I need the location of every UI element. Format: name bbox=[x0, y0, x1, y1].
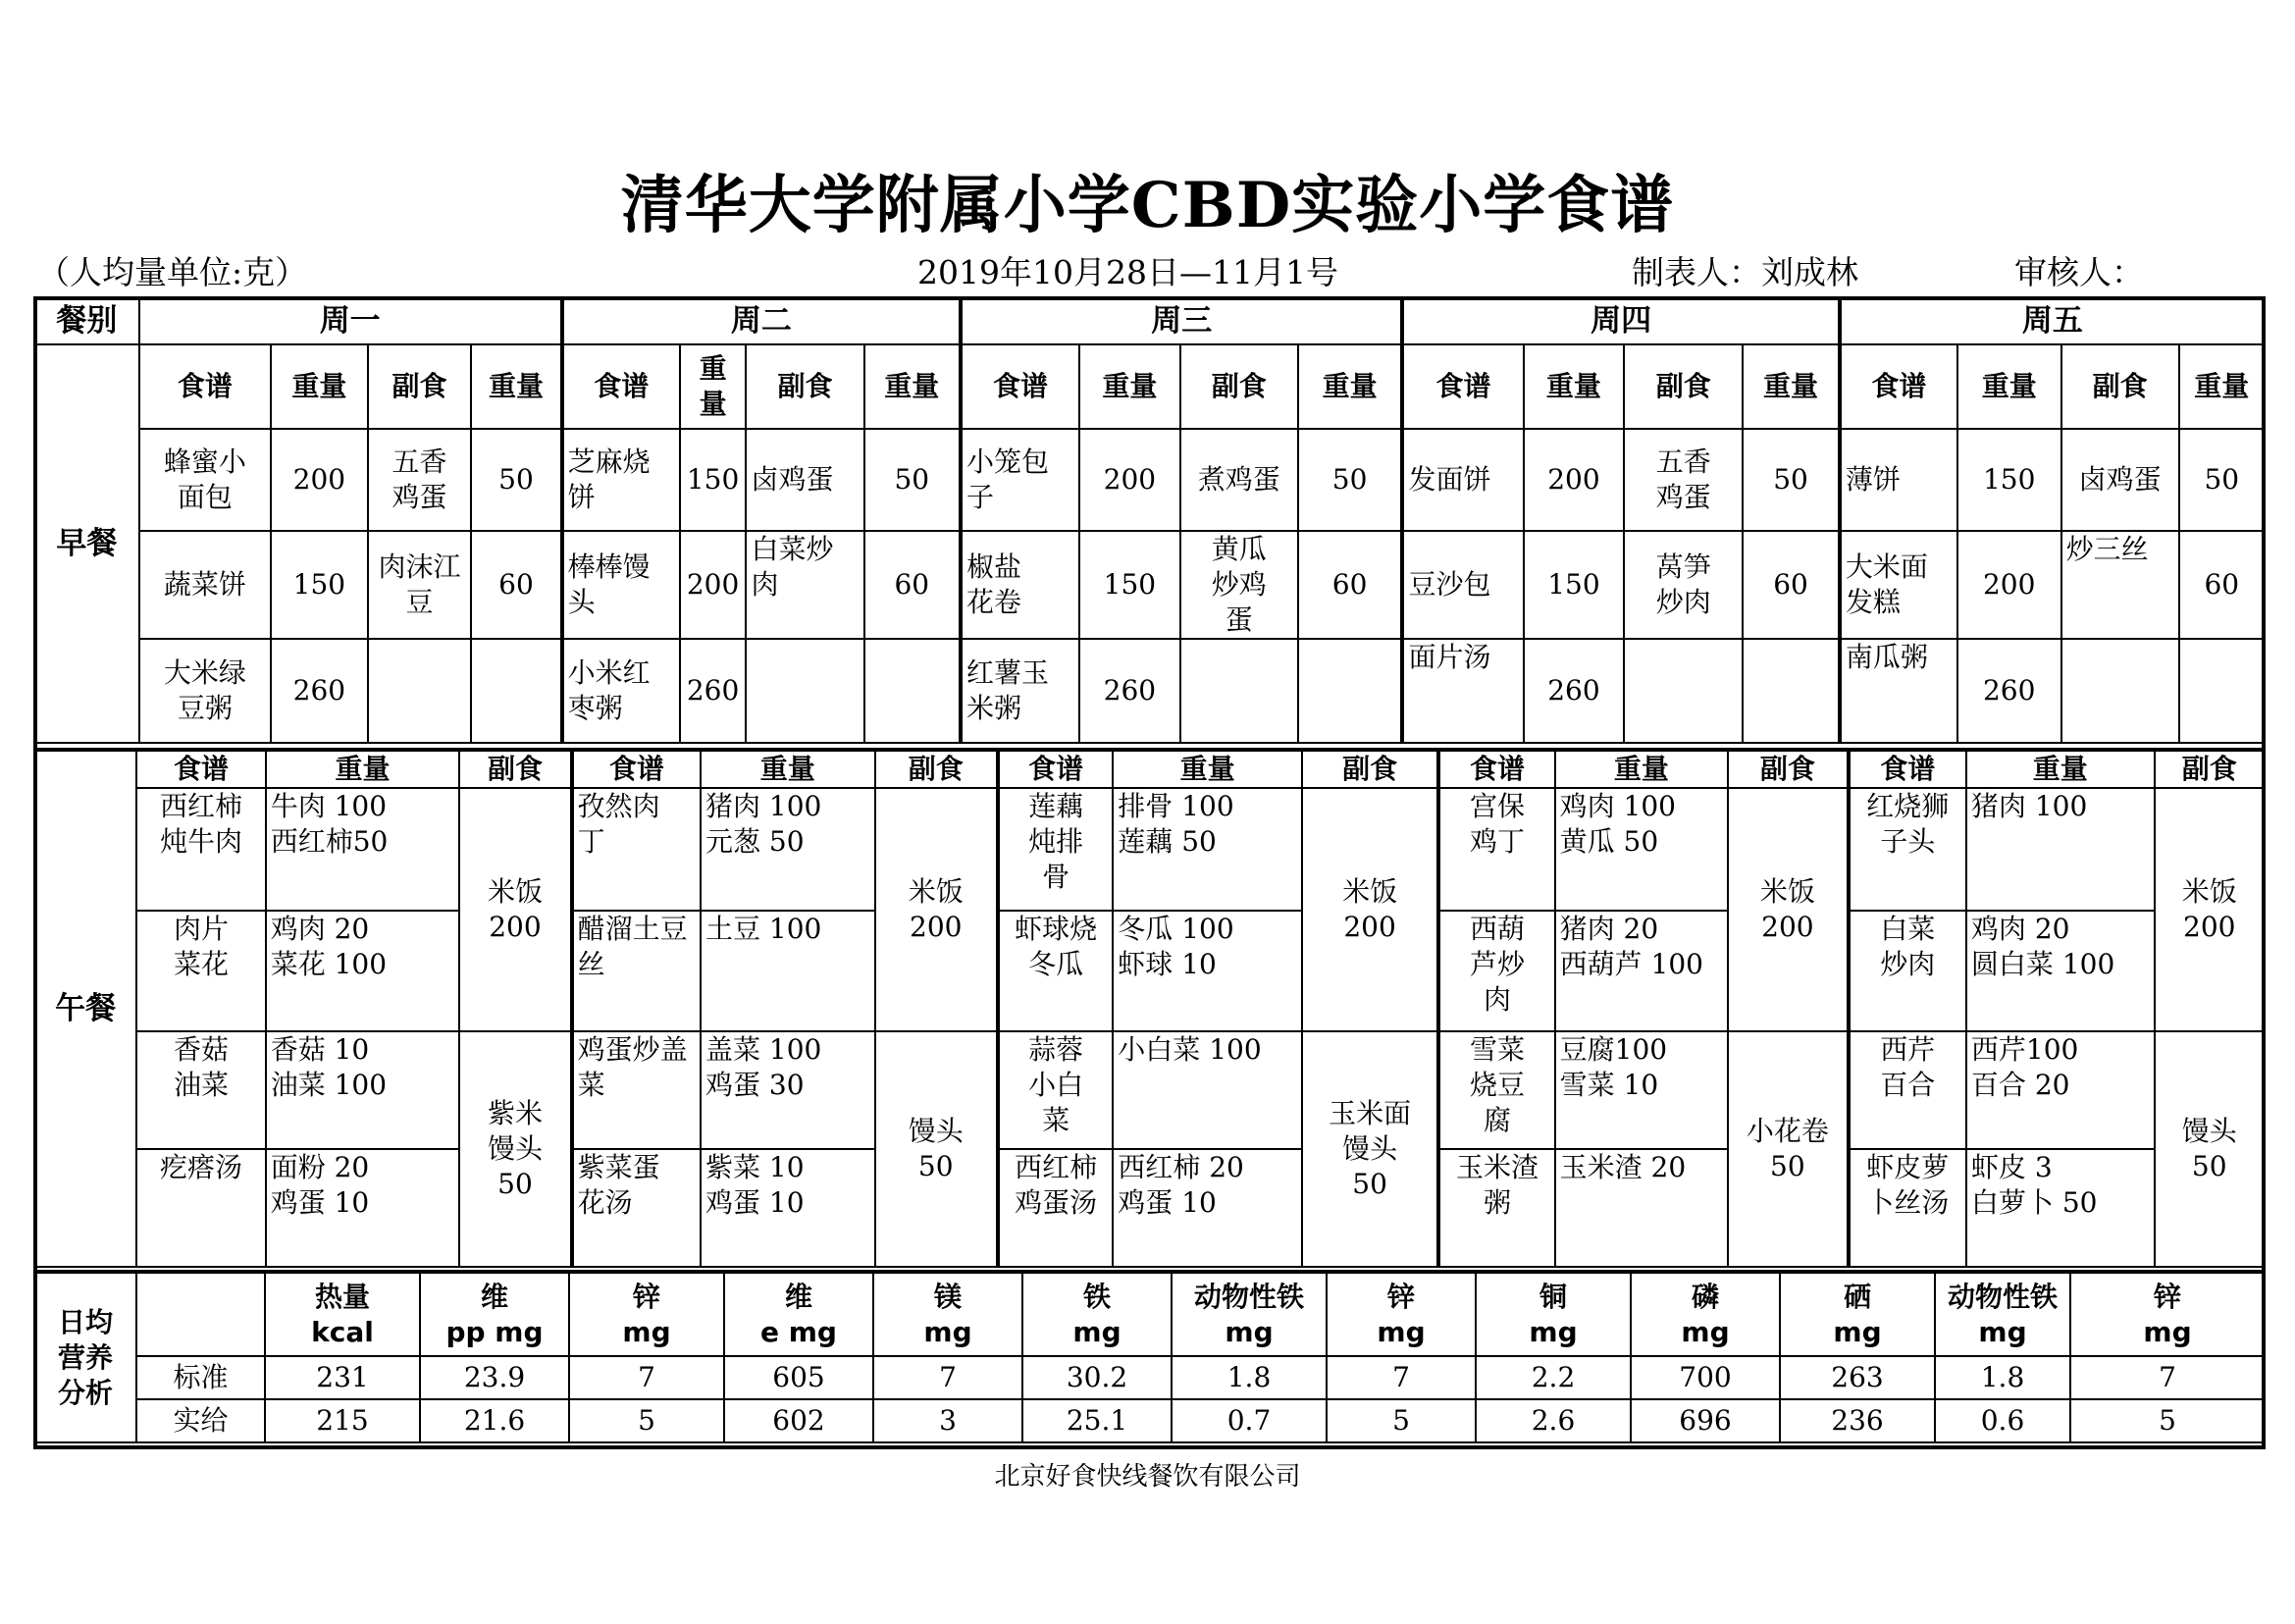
side-weight-header: 重量 bbox=[1298, 344, 1403, 429]
lunch-side: 玉米面 馒头 50 bbox=[1302, 1031, 1438, 1267]
lunch-recipe-header: 食谱 bbox=[136, 750, 265, 788]
side-weight-header: 重量 bbox=[864, 344, 962, 429]
nutrition-value: 7 bbox=[2070, 1356, 2265, 1399]
weight-header: 重 量 bbox=[680, 344, 747, 429]
breakfast-weight: 260 bbox=[1524, 639, 1625, 743]
lunch-weight: 小白菜 100 bbox=[1113, 1031, 1302, 1149]
lunch-recipe: 宫保 鸡丁 bbox=[1438, 788, 1554, 911]
breakfast-recipe: 蜂蜜小 面包 bbox=[139, 429, 271, 531]
nutrient-unit: mg bbox=[1225, 1315, 1274, 1348]
lunch-recipe-header: 食谱 bbox=[572, 750, 701, 788]
breakfast-recipe: 蔬菜饼 bbox=[139, 531, 271, 639]
breakfast-side: 卤鸡蛋 bbox=[746, 429, 863, 531]
nutrition-value: 30.2 bbox=[1022, 1356, 1172, 1399]
company-footer: 北京好食快线餐饮有限公司 bbox=[994, 1462, 1301, 1492]
nutrient-unit: mg bbox=[1529, 1315, 1578, 1348]
lunch-side: 小花卷 50 bbox=[1728, 1031, 1848, 1267]
nutrition-value: 602 bbox=[724, 1399, 873, 1442]
nutrition-row-label: 实给 bbox=[136, 1399, 265, 1442]
lunch-weight: 牛肉 100 西红柿50 bbox=[266, 788, 460, 911]
breakfast-weight: 150 bbox=[1079, 531, 1180, 639]
breakfast-side-weight: 50 bbox=[2179, 429, 2265, 531]
weight-header: 重量 bbox=[1524, 344, 1625, 429]
breakfast-recipe: 椒盐 花卷 bbox=[961, 531, 1079, 639]
lunch-side-header: 副食 bbox=[2155, 750, 2266, 788]
nutrient-name: 锌 bbox=[632, 1280, 660, 1313]
breakfast-side: 五香 鸡蛋 bbox=[1624, 429, 1743, 531]
breakfast-side: 肉沫江 豆 bbox=[368, 531, 472, 639]
lunch-weight: 排骨 100 莲藕 50 bbox=[1113, 788, 1302, 911]
side-header: 副食 bbox=[368, 344, 472, 429]
breakfast-weight: 150 bbox=[1957, 429, 2061, 531]
breakfast-side-weight: 60 bbox=[864, 531, 962, 639]
lunch-recipe: 西芹 百合 bbox=[1849, 1031, 1966, 1149]
lunch-weight: 鸡肉 20 菜花 100 bbox=[266, 911, 460, 1031]
nutrient-unit: mg bbox=[1681, 1315, 1730, 1348]
nutrient-name: 硒 bbox=[1843, 1280, 1871, 1313]
side-weight-header: 重量 bbox=[2179, 344, 2265, 429]
lunch-weight: 土豆 100 bbox=[701, 911, 875, 1031]
breakfast-recipe: 发面饼 bbox=[1402, 429, 1523, 531]
maker: 制表人：刘成林 bbox=[1632, 253, 1858, 291]
lunch-weight: 虾皮 3 白萝卜 50 bbox=[1966, 1149, 2155, 1267]
recipe-header: 食谱 bbox=[562, 344, 680, 429]
nutrient-name: 动物性铁 bbox=[1193, 1280, 1304, 1313]
lunch-recipe: 莲藕 炖排 骨 bbox=[998, 788, 1113, 911]
breakfast-recipe: 芝麻烧 饼 bbox=[562, 429, 680, 531]
breakfast-side-weight: 50 bbox=[1298, 429, 1403, 531]
breakfast-weight: 260 bbox=[1079, 639, 1180, 743]
lunch-label: 午餐 bbox=[34, 750, 136, 1267]
breakfast-side: 五香 鸡蛋 bbox=[368, 429, 472, 531]
nutrient-unit: mg bbox=[1833, 1315, 1882, 1348]
breakfast-weight: 200 bbox=[680, 531, 747, 639]
nutrition-value: 2.2 bbox=[1476, 1356, 1631, 1399]
nutrient-unit: mg bbox=[1072, 1315, 1121, 1348]
day-header-3: 周三 bbox=[961, 297, 1402, 344]
nutrient-name: 磷 bbox=[1691, 1280, 1719, 1313]
nutrient-name: 维 bbox=[784, 1280, 812, 1313]
breakfast-weight: 150 bbox=[271, 531, 368, 639]
nutrient-unit: pp mg bbox=[445, 1315, 544, 1348]
lunch-weight: 西红柿 20 鸡蛋 10 bbox=[1113, 1149, 1302, 1267]
nutrition-value: 5 bbox=[2070, 1399, 2265, 1442]
lunch-weight-header: 重量 bbox=[1966, 750, 2155, 788]
breakfast-side: 黄瓜 炒鸡 蛋 bbox=[1180, 531, 1298, 639]
nutrient-name: 动物性铁 bbox=[1947, 1280, 2058, 1313]
breakfast-recipe: 南瓜粥 bbox=[1840, 639, 1957, 743]
nutrition-value: 7 bbox=[1327, 1356, 1476, 1399]
breakfast-side-weight: 50 bbox=[864, 429, 962, 531]
breakfast-recipe: 大米绿 豆粥 bbox=[139, 639, 271, 743]
lunch-weight: 猪肉 20 西葫芦 100 bbox=[1555, 911, 1729, 1031]
nutrition-value: 3 bbox=[873, 1399, 1022, 1442]
nutrition-value: 0.7 bbox=[1172, 1399, 1327, 1442]
breakfast-side: 煮鸡蛋 bbox=[1180, 429, 1298, 531]
nutrition-value: 5 bbox=[1327, 1399, 1476, 1442]
nutrition-value: 605 bbox=[724, 1356, 873, 1399]
reviewer: 审核人： bbox=[2014, 253, 2144, 291]
lunch-weight: 猪肉 100 bbox=[1966, 788, 2155, 911]
lunch-weight-header: 重量 bbox=[1113, 750, 1302, 788]
date-range: 2019年10月28日—11月1号 bbox=[917, 253, 1338, 291]
lunch-recipe: 红烧狮 子头 bbox=[1849, 788, 1966, 911]
lunch-recipe: 雪菜 烧豆 腐 bbox=[1438, 1031, 1554, 1149]
lunch-recipe: 蒜蓉 小白 菜 bbox=[998, 1031, 1113, 1149]
side-header: 副食 bbox=[746, 344, 863, 429]
lunch-recipe: 鸡蛋炒盖 菜 bbox=[572, 1031, 701, 1149]
lunch-side: 米饭 200 bbox=[2155, 788, 2266, 1031]
breakfast-weight: 200 bbox=[1524, 429, 1625, 531]
nutrition-label: 日均 营养 分析 bbox=[34, 1272, 136, 1442]
nutrition-value: 21.6 bbox=[420, 1399, 569, 1442]
breakfast-recipe: 小米红 枣粥 bbox=[562, 639, 680, 743]
lunch-weight: 面粉 20 鸡蛋 10 bbox=[266, 1149, 460, 1267]
breakfast-label: 早餐 bbox=[34, 344, 139, 743]
breakfast-side-weight: 50 bbox=[1743, 429, 1840, 531]
side-weight-header: 重量 bbox=[1743, 344, 1840, 429]
meal-type-header: 餐别 bbox=[34, 297, 139, 344]
nutrition-value: 236 bbox=[1780, 1399, 1935, 1442]
lunch-weight: 冬瓜 100 虾球 10 bbox=[1113, 911, 1302, 1031]
lunch-recipe: 西红柿 鸡蛋汤 bbox=[998, 1149, 1113, 1267]
lunch-recipe: 紫菜蛋 花汤 bbox=[572, 1149, 701, 1267]
lunch-weight: 紫菜 10 鸡蛋 10 bbox=[701, 1149, 875, 1267]
nutrition-value: 696 bbox=[1631, 1399, 1780, 1442]
lunch-recipe: 孜然肉 丁 bbox=[572, 788, 701, 911]
breakfast-side-weight: 50 bbox=[471, 429, 561, 531]
nutrient-unit: mg bbox=[1978, 1315, 2027, 1348]
nutrition-value: 7 bbox=[569, 1356, 724, 1399]
breakfast-side-weight: 60 bbox=[471, 531, 561, 639]
breakfast-weight: 260 bbox=[271, 639, 368, 743]
unit-note: （人均量单位:克） bbox=[37, 253, 308, 291]
lunch-recipe: 西葫 芦炒 肉 bbox=[1438, 911, 1554, 1031]
nutrition-value: 2.6 bbox=[1476, 1399, 1631, 1442]
lunch-recipe-header: 食谱 bbox=[1849, 750, 1966, 788]
breakfast-side: 莴笋 炒肉 bbox=[1624, 531, 1743, 639]
weight-header: 重量 bbox=[1079, 344, 1180, 429]
breakfast-weight: 150 bbox=[680, 429, 747, 531]
breakfast-side-weight: 60 bbox=[1298, 531, 1403, 639]
lunch-side: 米饭 200 bbox=[1728, 788, 1848, 1031]
breakfast-weight: 200 bbox=[271, 429, 368, 531]
breakfast-weight: 260 bbox=[1957, 639, 2061, 743]
lunch-weight: 香菇 10 油菜 100 bbox=[266, 1031, 460, 1149]
nutrient-unit: kcal bbox=[311, 1315, 374, 1348]
nutrient-name: 维 bbox=[480, 1280, 508, 1313]
day-header-2: 周二 bbox=[562, 297, 961, 344]
lunch-side-header: 副食 bbox=[875, 750, 998, 788]
nutrition-value: 1.8 bbox=[1935, 1356, 2070, 1399]
lunch-recipe: 白菜 炒肉 bbox=[1849, 911, 1966, 1031]
lunch-side: 馒头 50 bbox=[875, 1031, 998, 1267]
lunch-recipe: 醋溜土豆 丝 bbox=[572, 911, 701, 1031]
page-title: 清华大学附属小学CBD实验小学食谱 bbox=[620, 169, 1675, 242]
nutrition-value: 700 bbox=[1631, 1356, 1780, 1399]
lunch-recipe: 虾球烧 冬瓜 bbox=[998, 911, 1113, 1031]
nutrition-value: 25.1 bbox=[1022, 1399, 1172, 1442]
breakfast-recipe: 薄饼 bbox=[1840, 429, 1957, 531]
lunch-weight-header: 重量 bbox=[266, 750, 460, 788]
breakfast-recipe: 大米面 发糕 bbox=[1840, 531, 1957, 639]
nutrient-name: 铁 bbox=[1082, 1280, 1111, 1313]
nutrition-value: 263 bbox=[1780, 1356, 1935, 1399]
nutrient-unit: mg bbox=[2143, 1315, 2192, 1348]
nutrient-unit: e mg bbox=[760, 1315, 837, 1348]
lunch-recipe: 疙瘩汤 bbox=[136, 1149, 265, 1267]
breakfast-recipe: 豆沙包 bbox=[1402, 531, 1523, 639]
breakfast-weight: 200 bbox=[1079, 429, 1180, 531]
lunch-side: 紫米 馒头 50 bbox=[459, 1031, 571, 1267]
recipe-header: 食谱 bbox=[961, 344, 1079, 429]
lunch-weight-header: 重量 bbox=[1555, 750, 1729, 788]
breakfast-weight: 260 bbox=[680, 639, 747, 743]
side-header: 副食 bbox=[1624, 344, 1743, 429]
nutrient-unit: mg bbox=[923, 1315, 972, 1348]
breakfast-weight: 150 bbox=[1524, 531, 1625, 639]
breakfast-recipe: 红薯玉 米粥 bbox=[961, 639, 1079, 743]
breakfast-recipe: 小笼包 子 bbox=[961, 429, 1079, 531]
nutrition-value: 23.9 bbox=[420, 1356, 569, 1399]
lunch-side: 馒头 50 bbox=[2155, 1031, 2266, 1267]
lunch-weight-header: 重量 bbox=[701, 750, 875, 788]
lunch-side-header: 副食 bbox=[1728, 750, 1848, 788]
breakfast-side-weight: 60 bbox=[1743, 531, 1840, 639]
nutrient-name: 镁 bbox=[933, 1280, 962, 1313]
lunch-recipe: 西红柿 炖牛肉 bbox=[136, 788, 265, 911]
breakfast-side: 卤鸡蛋 bbox=[2061, 429, 2179, 531]
weight-header: 重量 bbox=[271, 344, 368, 429]
lunch-recipe: 玉米渣 粥 bbox=[1438, 1149, 1554, 1267]
lunch-weight: 盖菜 100 鸡蛋 30 bbox=[701, 1031, 875, 1149]
nutrition-value: 5 bbox=[569, 1399, 724, 1442]
side-header: 副食 bbox=[1180, 344, 1298, 429]
nutrient-name: 铜 bbox=[1539, 1280, 1567, 1313]
lunch-recipe-header: 食谱 bbox=[1438, 750, 1554, 788]
breakfast-recipe: 面片汤 bbox=[1402, 639, 1523, 743]
breakfast-side-weight: 60 bbox=[2179, 531, 2265, 639]
nutrition-value: 1.8 bbox=[1172, 1356, 1327, 1399]
lunch-weight: 猪肉 100 元葱 50 bbox=[701, 788, 875, 911]
lunch-weight: 鸡肉 100 黄瓜 50 bbox=[1555, 788, 1729, 911]
lunch-weight: 玉米渣 20 bbox=[1555, 1149, 1729, 1267]
nutrient-unit: mg bbox=[622, 1315, 671, 1348]
recipe-header: 食谱 bbox=[139, 344, 271, 429]
breakfast-side: 炒三丝 bbox=[2061, 531, 2179, 639]
nutrition-value: 0.6 bbox=[1935, 1399, 2070, 1442]
recipe-header: 食谱 bbox=[1402, 344, 1523, 429]
weight-header: 重量 bbox=[1957, 344, 2061, 429]
nutrient-name: 热量 bbox=[314, 1280, 370, 1313]
lunch-weight: 西芹100 百合 20 bbox=[1966, 1031, 2155, 1149]
nutrition-value: 215 bbox=[265, 1399, 420, 1442]
day-header-4: 周四 bbox=[1402, 297, 1839, 344]
breakfast-side: 白菜炒 肉 bbox=[746, 531, 863, 639]
lunch-side: 米饭 200 bbox=[459, 788, 571, 1031]
breakfast-recipe: 棒棒馒 头 bbox=[562, 531, 680, 639]
lunch-side-header: 副食 bbox=[1302, 750, 1438, 788]
breakfast-weight: 200 bbox=[1957, 531, 2061, 639]
lunch-side: 米饭 200 bbox=[875, 788, 998, 1031]
nutrient-name: 锌 bbox=[2153, 1280, 2181, 1313]
side-weight-header: 重量 bbox=[471, 344, 561, 429]
lunch-recipe: 虾皮萝 卜丝汤 bbox=[1849, 1149, 1966, 1267]
lunch-recipe-header: 食谱 bbox=[998, 750, 1113, 788]
lunch-side-header: 副食 bbox=[459, 750, 571, 788]
lunch-weight: 豆腐100 雪菜 10 bbox=[1555, 1031, 1729, 1149]
day-header-1: 周一 bbox=[139, 297, 562, 344]
nutrition-row-label: 标准 bbox=[136, 1356, 265, 1399]
side-header: 副食 bbox=[2061, 344, 2179, 429]
lunch-side: 米饭 200 bbox=[1302, 788, 1438, 1031]
nutrient-name: 锌 bbox=[1386, 1280, 1415, 1313]
lunch-weight: 鸡肉 20 圆白菜 100 bbox=[1966, 911, 2155, 1031]
day-header-5: 周五 bbox=[1840, 297, 2265, 344]
lunch-recipe: 香菇 油菜 bbox=[136, 1031, 265, 1149]
nutrient-unit: mg bbox=[1377, 1315, 1426, 1348]
nutrition-value: 231 bbox=[265, 1356, 420, 1399]
lunch-recipe: 肉片 菜花 bbox=[136, 911, 265, 1031]
nutrition-value: 7 bbox=[873, 1356, 1022, 1399]
recipe-header: 食谱 bbox=[1840, 344, 1957, 429]
table-outer-border bbox=[33, 296, 2266, 1449]
